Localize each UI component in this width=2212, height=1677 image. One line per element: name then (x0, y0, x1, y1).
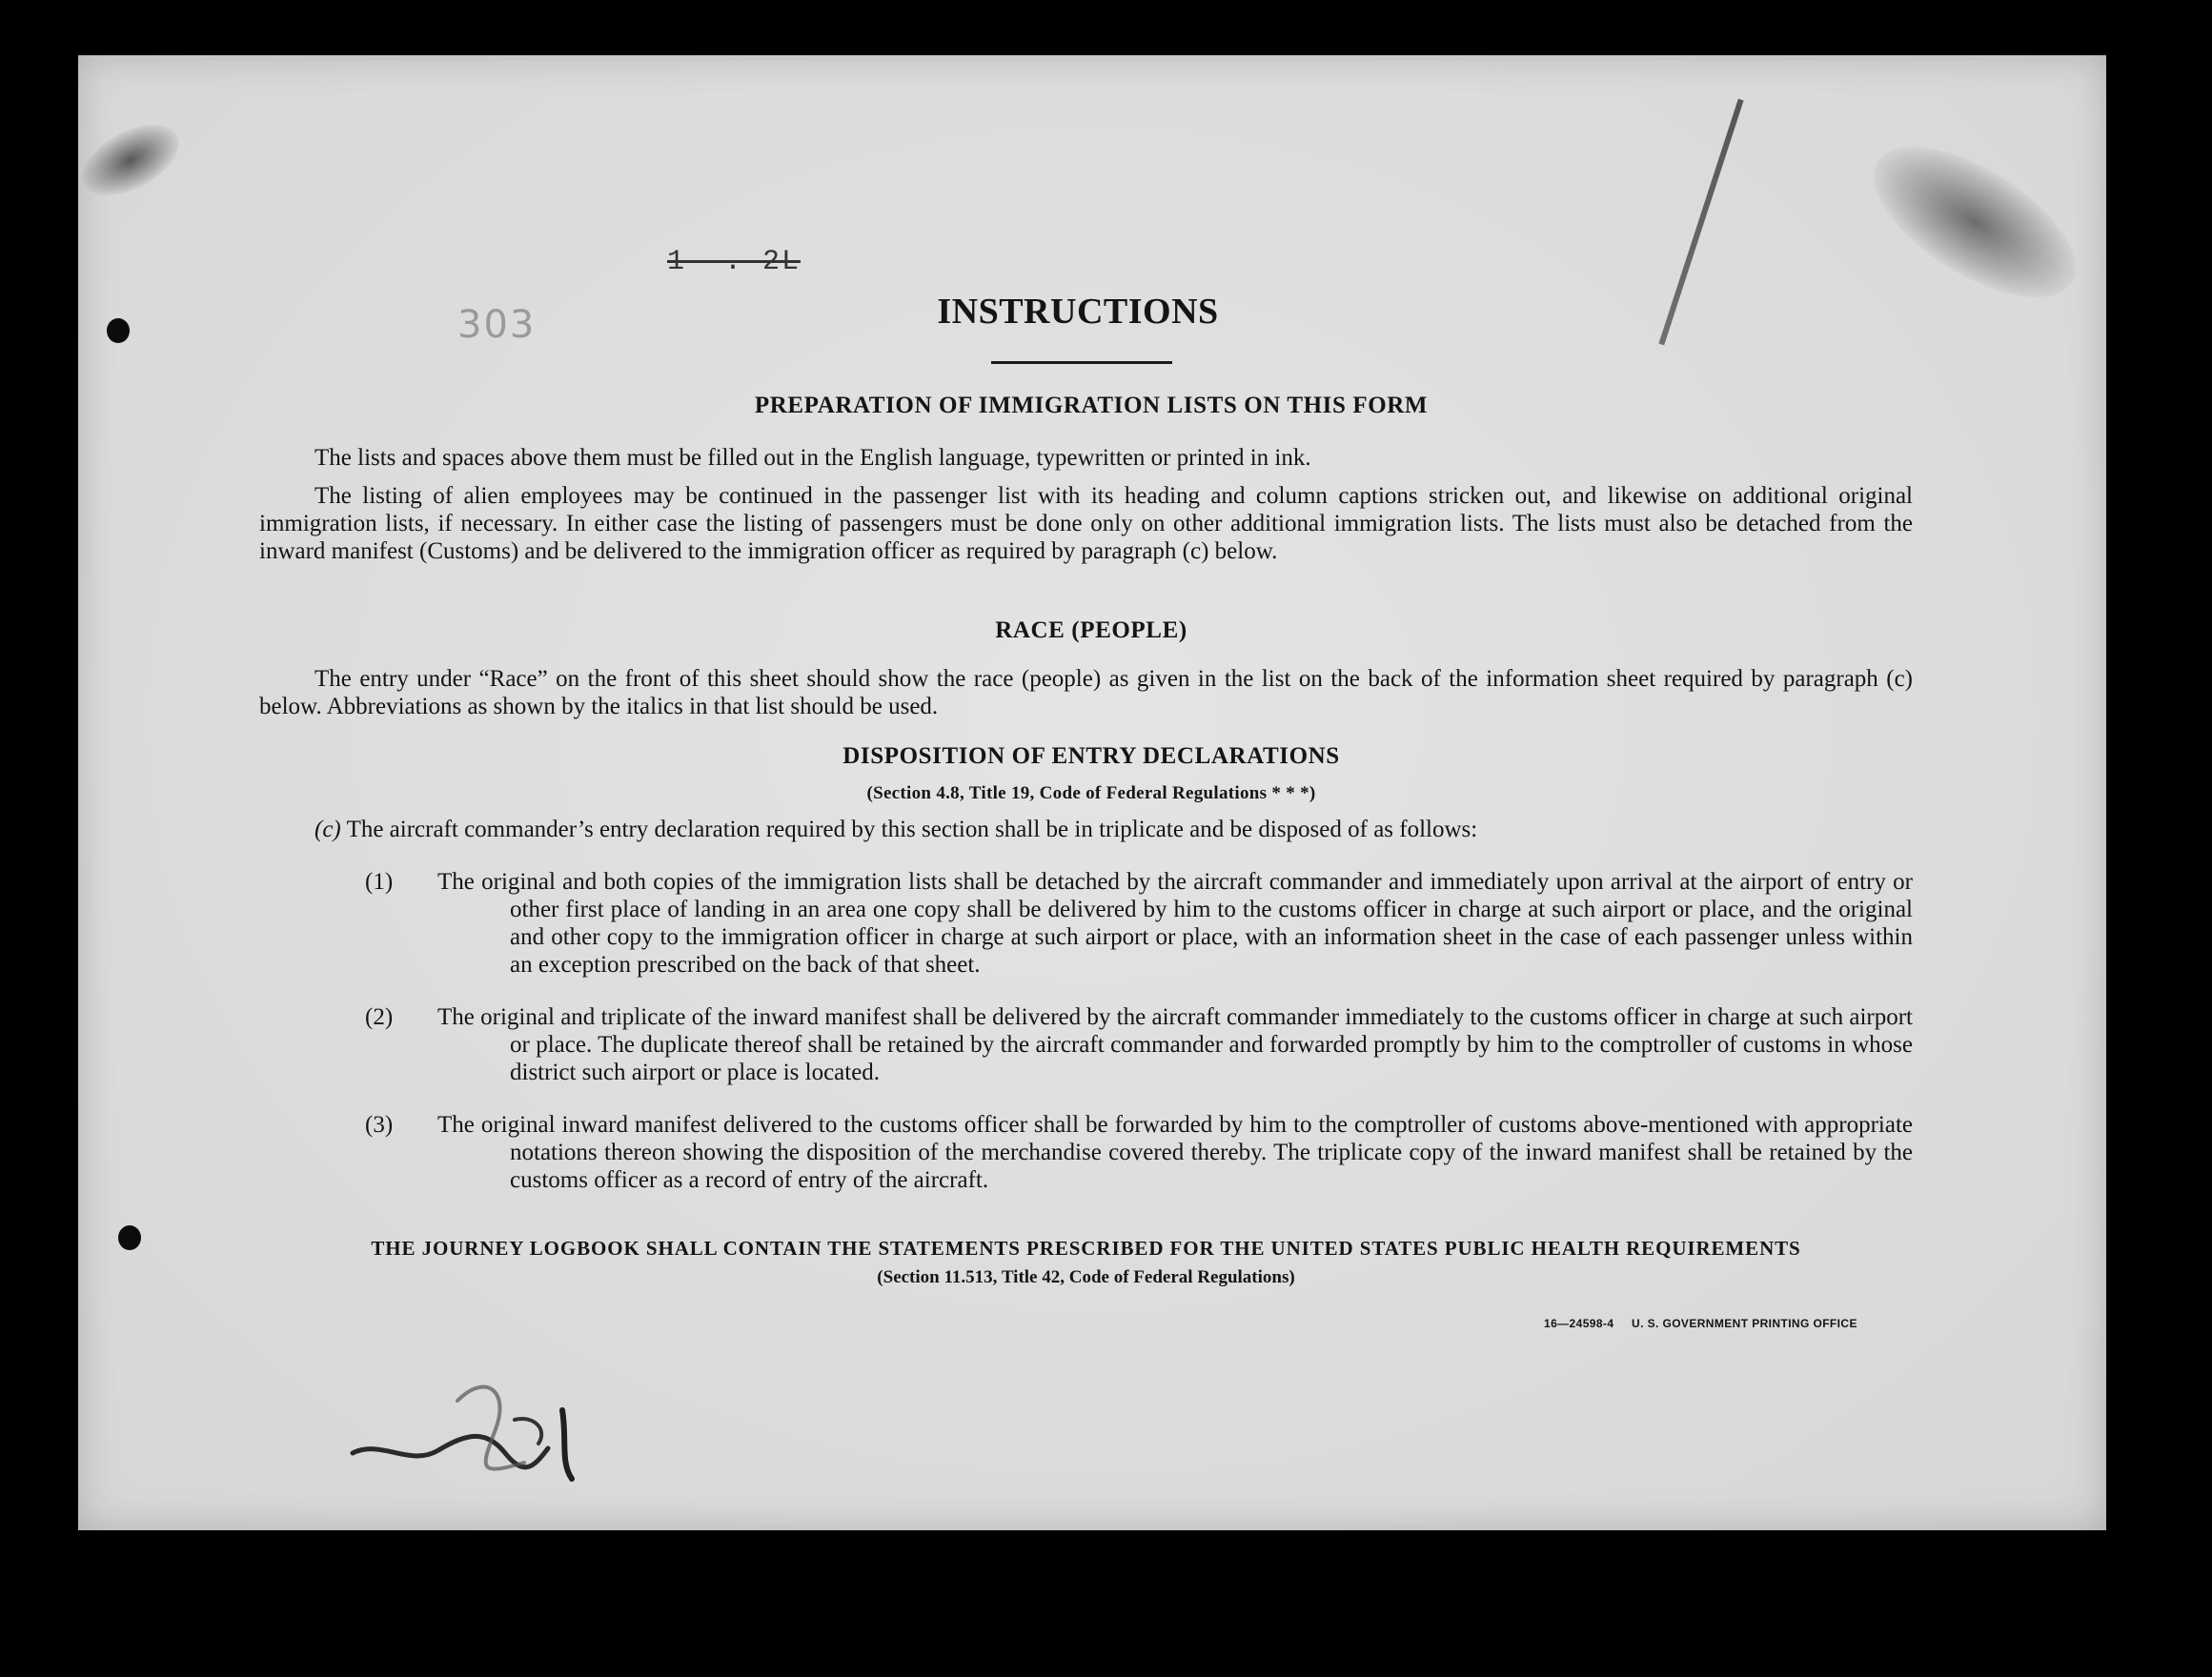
ink-smudge (1850, 117, 2100, 327)
section-reference: (Section 4.8, Title 19, Code of Federal Regulations * * *) (866, 783, 1316, 803)
list-item-text: The original inward manifest delivered to the customs officer shall be forwarded by him to the comptroller of customs above-mentioned with appropriate notations thereon showing the disposition of the merchandise covered thereby. The triplicate copy of the inward manifest shall be retained by the customs officer as a record of entry of the aircraft. (437, 1112, 1913, 1193)
list-item (365, 868, 1913, 979)
paragraph-preparation-2: The listing of alien employees may be continued in the passenger list with its heading and column captions stricken out, and likewise on additional original immigration lists, if necessary. In either case the listing of passengers must be done only on other additional immigration lists. The lists must also be detached from the inward manifest (Customs) and be delivered to the immigration officer as required by paragraph (c) below. (259, 483, 1913, 564)
punch-hole (118, 1225, 141, 1250)
section-heading-disposition: DISPOSITION OF ENTRY DECLARATIONS (842, 743, 1340, 769)
paragraph-c-label: (c) (315, 817, 341, 842)
list-item-number: (1) (365, 869, 394, 895)
section-heading-race: RACE (PEOPLE) (995, 617, 1187, 643)
faded-stamp: 303 (457, 303, 537, 347)
paragraph-race: The entry under “Race” on the front of this sheet should show the race (people) as given in the list on the back of the information sheet required by paragraph (c) below. Abbreviations as shown by the italics in that list should be used. (259, 666, 1913, 719)
paragraph-c (315, 816, 1477, 843)
journey-logbook-statement: THE JOURNEY LOGBOOK SHALL CONTAIN THE STATEMENTS PRESCRIBED FOR THE UNITED STATES PUBLIC HEALTH REQUIREMENTS (371, 1237, 1801, 1260)
list-item (365, 1003, 1913, 1086)
handwritten-signature (343, 1363, 705, 1496)
list-item-text: The original and both copies of the immigration lists shall be detached by the aircraft commander and immediately upon arrival at the airport of entry or other first place of landing in an area one copy shall be delivered by him to the customs officer in charge at such airport or place, and the original and other copy to the immigration officer in charge at such airport or place, with an information sheet in the case of each passenger unless within an exception prescribed on the back of that sheet. (437, 869, 1913, 978)
journey-section-reference: (Section 11.513, Title 42, Code of Federal Regulations) (877, 1267, 1295, 1287)
page-title: INSTRUCTIONS (937, 292, 1219, 332)
stamped-number: 1- . 2L (667, 246, 802, 278)
title-underline (991, 361, 1172, 364)
paragraph-c-text: The aircraft commander’s entry declaration required by this section shall be in triplicate and be disposed of as follows: (346, 817, 1478, 842)
list-item (365, 1111, 1913, 1194)
punch-hole (107, 318, 130, 343)
paragraph-preparation-1: The lists and spaces above them must be filled out in the English language, typewritten or printed in ink. (315, 445, 1311, 471)
printer-mark: 16—24598-4 U. S. GOVERNMENT PRINTING OFFICE (1544, 1317, 1857, 1330)
section-heading-preparation: PREPARATION OF IMMIGRATION LISTS ON THIS FORM (754, 393, 1429, 418)
ink-smudge (71, 111, 190, 211)
list-item-number: (2) (365, 1004, 394, 1030)
pen-mark (1658, 99, 1743, 346)
list-item-text: The original and triplicate of the inward manifest shall be delivered by the aircraft commander immediately to the customs officer in charge at such airport or place. The duplicate thereof shall be retained by the aircraft commander and forwarded promptly by him to the comptroller of customs in whose district such airport or place is located. (437, 1004, 1913, 1085)
list-item-number: (3) (365, 1112, 394, 1138)
